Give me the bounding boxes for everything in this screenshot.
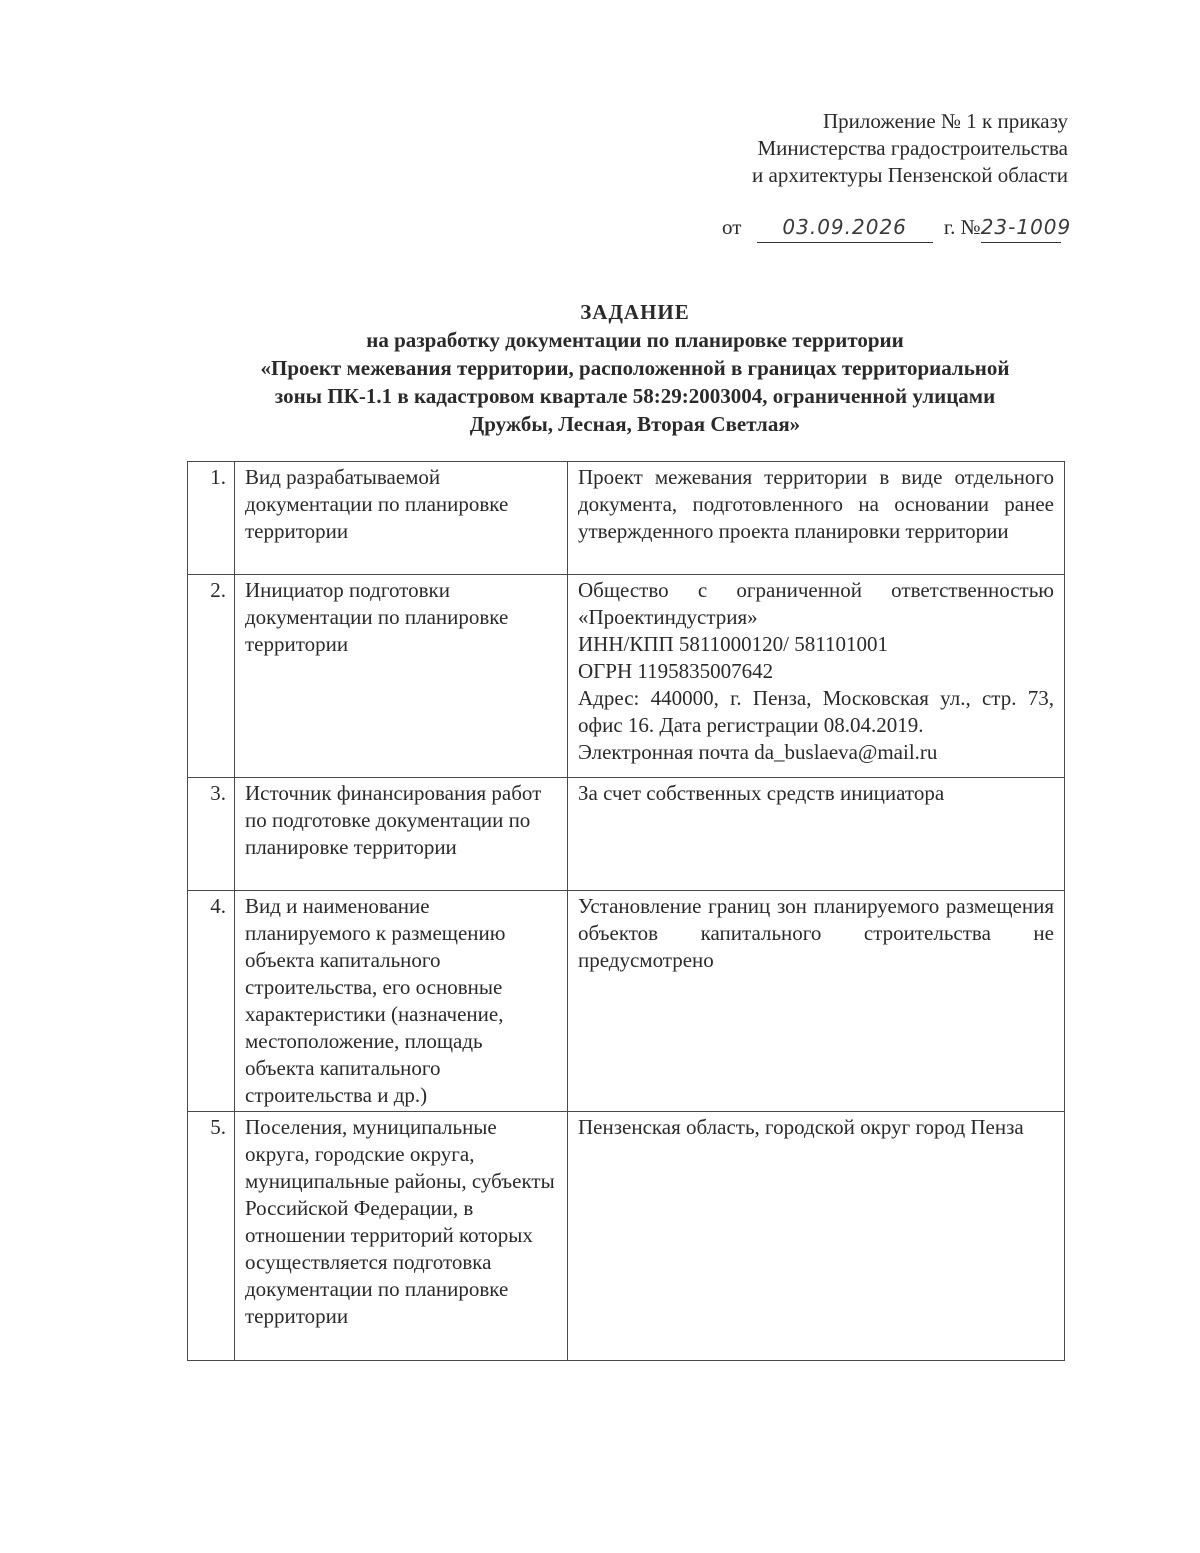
order-date-number	[722, 212, 1072, 243]
task-table	[187, 461, 1065, 1361]
row-value: Установление границ зон планируемого размещения объектов капитального строительства не предусмотрено	[568, 891, 1065, 1112]
row-number: 1.	[188, 462, 235, 575]
heading-line-2: «Проект межевания территории, расположенной в границах территориальной	[260, 356, 1010, 380]
row-value: Пензенская область, городской округ город Пенза	[568, 1112, 1065, 1361]
order-date: 03.09.2026	[757, 212, 933, 243]
row-label: Инициатор подготовки документации по планировке территории	[235, 575, 568, 778]
appendix-line-2: Министерства градостроительства	[757, 136, 1068, 160]
initiator-ogrn: ОГРН 1195835007642	[578, 659, 774, 683]
row-label: Вид и наименование планируемого к размещению объекта капитального строительства, его основные характеристики (назначение, местоположение, площадь объекта капитального строительства и др.)	[235, 891, 568, 1112]
row-label: Источник финансирования работ по подготовке документации по планировке территории	[235, 778, 568, 891]
row-number: 4.	[188, 891, 235, 1112]
table-row	[188, 1112, 1065, 1361]
appendix-line-3: и архитектуры Пензенской области	[752, 163, 1068, 187]
order-year-label: г. №	[943, 215, 981, 239]
document-title: ЗАДАНИЕ	[580, 300, 690, 324]
document-heading	[190, 298, 1080, 438]
order-from-label: от	[722, 215, 742, 239]
table-row	[188, 575, 1065, 778]
initiator-inn-kpp: ИНН/КПП 5811000120/ 581101001	[578, 632, 888, 656]
initiator-name: Общество с ограниченной ответственностью «Проектиндустрия»	[578, 578, 1054, 629]
table-row	[188, 778, 1065, 891]
table-row	[188, 891, 1065, 1112]
row-label: Поселения, муниципальные округа, городские округа, муниципальные районы, субъекты Российской Федерации, в отношении территорий которых осуществляется подготовка документации по планировке территории	[235, 1112, 568, 1361]
row-value: За счет собственных средств инициатора	[568, 778, 1065, 891]
order-number: 23-1009	[981, 212, 1061, 243]
heading-line-1: на разработку документации по планировке территории	[366, 328, 904, 352]
heading-line-3: зоны ПК-1.1 в кадастровом квартале 58:29:2003004, ограниченной улицами	[274, 384, 996, 408]
heading-line-4: Дружбы, Лесная, Вторая Светлая»	[469, 412, 801, 436]
row-label: Вид разрабатываемой документации по планировке территории	[235, 462, 568, 575]
appendix-line-1: Приложение № 1 к приказу	[823, 109, 1068, 133]
row-value: Проект межевания территории в виде отдельного документа, подготовленного на основании ранее утвержденного проекта планировки территории	[568, 462, 1065, 575]
row-number: 3.	[188, 778, 235, 891]
initiator-email: Электронная почта da_buslaeva@mail.ru	[578, 740, 938, 764]
initiator-address: Адрес: 440000, г. Пенза, Московская ул., стр. 73, офис 16. Дата регистрации 08.04.2019.	[578, 686, 1054, 737]
row-value	[568, 575, 1065, 778]
row-number: 2.	[188, 575, 235, 778]
row-number: 5.	[188, 1112, 235, 1361]
appendix-header	[752, 108, 1068, 189]
table-row	[188, 462, 1065, 575]
